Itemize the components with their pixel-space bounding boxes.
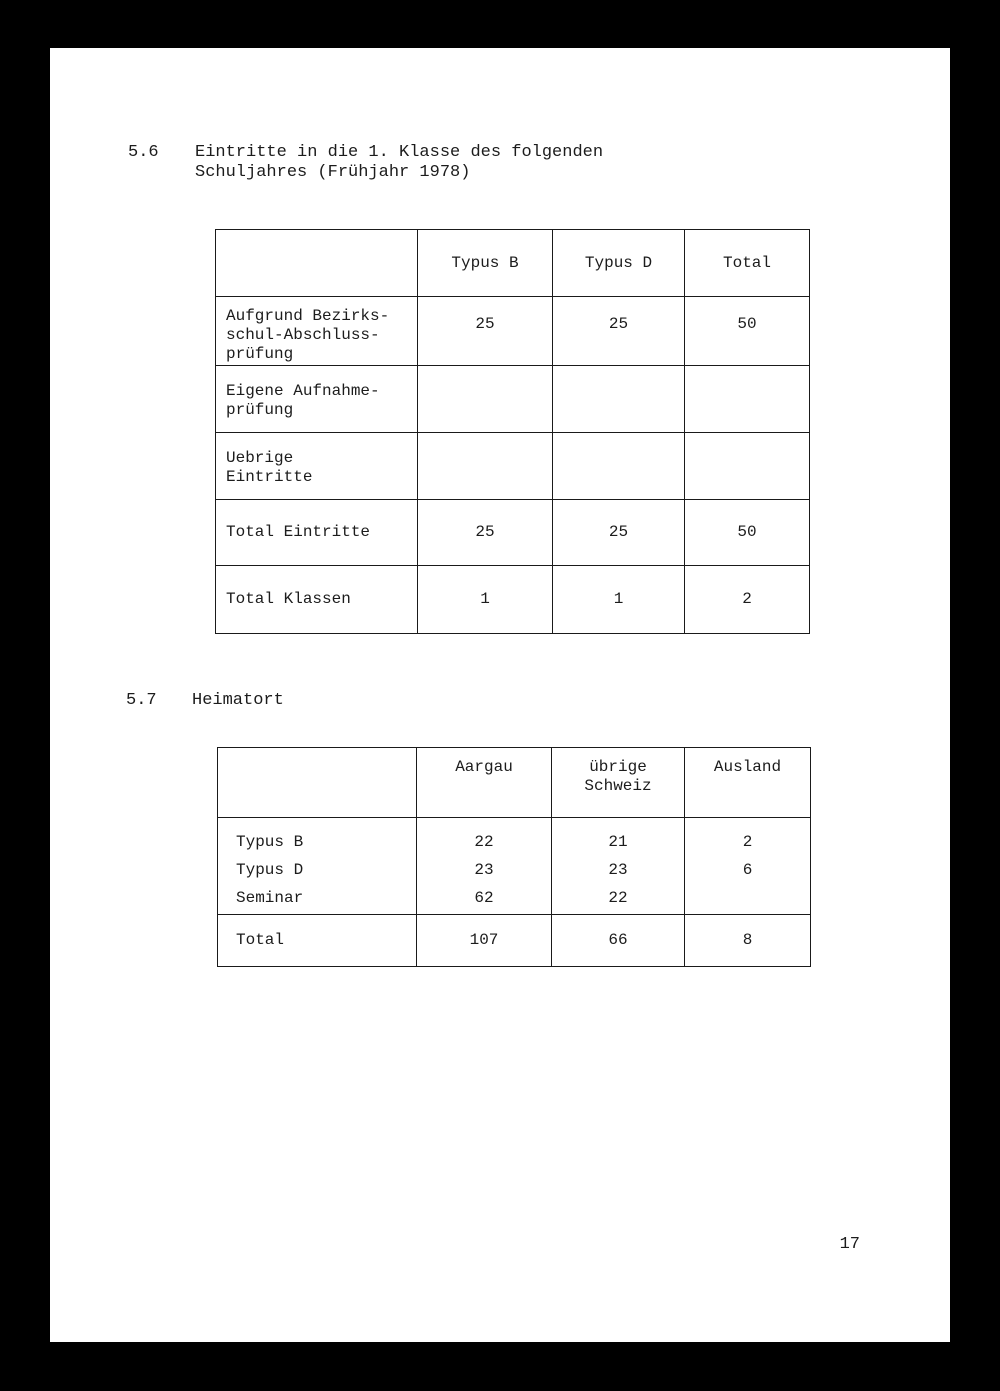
header-cell-aargau: Aargau — [417, 748, 552, 818]
table-header-row — [216, 230, 810, 297]
list-item: 23 — [474, 861, 494, 879]
header-cell-typus-b: Typus B — [418, 230, 553, 297]
header-cell-empty — [216, 230, 418, 297]
row-value — [418, 366, 553, 433]
row-value — [553, 433, 685, 500]
header-cell-total: Total — [685, 230, 810, 297]
row-label: Total Klassen — [216, 566, 418, 634]
list-item: 2 — [742, 833, 753, 851]
row-label: Total Eintritte — [216, 500, 418, 566]
table-row-total-klassen — [216, 566, 810, 634]
group-labels — [218, 818, 417, 915]
row-value: 66 — [552, 915, 685, 967]
document-page — [50, 48, 950, 1342]
row-value: 25 — [553, 297, 685, 366]
table-row-total-eintritte — [216, 500, 810, 566]
row-value: 50 — [685, 297, 810, 366]
list-item: Typus D — [236, 861, 304, 879]
section-title-5-7: Heimatort — [192, 691, 284, 710]
list-item: Typus B — [236, 833, 304, 851]
header-cell-ausland: Ausland — [685, 748, 811, 818]
section-number-5-7: 5.7 — [126, 691, 157, 710]
table-header-row — [218, 748, 811, 818]
list-item — [685, 884, 810, 912]
row-value — [685, 366, 810, 433]
list-item: 62 — [474, 889, 494, 907]
row-value: 1 — [553, 566, 685, 634]
section-title-line-2: Schuljahres (Frühjahr 1978) — [195, 163, 471, 182]
header-cell-uebrige-schweiz: übrige Schweiz — [552, 748, 685, 818]
header-cell-empty — [218, 748, 417, 818]
aargau-values — [417, 818, 552, 915]
row-value — [685, 433, 810, 500]
section-title-line-1: Eintritte in die 1. Klasse des folgenden — [195, 143, 604, 162]
row-value: 107 — [417, 915, 552, 967]
row-value — [418, 433, 553, 500]
row-value: 25 — [418, 297, 553, 366]
list-item: 6 — [742, 861, 753, 879]
table-row-total — [218, 915, 811, 967]
page-number: 17 — [839, 1235, 860, 1254]
heimatort-table — [217, 747, 811, 967]
admissions-table — [215, 229, 810, 634]
table-group-rows — [218, 818, 811, 915]
table-row — [216, 297, 810, 366]
ausland-values — [685, 818, 811, 915]
row-value: 1 — [418, 566, 553, 634]
row-label: Eigene Aufnahme- prüfung — [216, 366, 418, 433]
row-value — [553, 366, 685, 433]
table-row — [216, 366, 810, 433]
list-item: 21 — [608, 833, 628, 851]
list-item: Seminar — [236, 889, 304, 907]
section-title-5-6 — [195, 143, 603, 183]
row-value: 8 — [685, 915, 811, 967]
row-value: 25 — [553, 500, 685, 566]
schweiz-values — [552, 818, 685, 915]
row-value: 50 — [685, 500, 810, 566]
row-label: Uebrige Eintritte — [216, 433, 418, 500]
row-value: 25 — [418, 500, 553, 566]
list-item: 22 — [608, 889, 628, 907]
header-cell-typus-d: Typus D — [553, 230, 685, 297]
table-row — [216, 433, 810, 500]
row-value: 2 — [685, 566, 810, 634]
list-item: 23 — [608, 861, 628, 879]
row-label: Aufgrund Bezirks- schul-Abschluss- prüfung — [216, 297, 418, 366]
list-item: 22 — [474, 833, 494, 851]
row-label: Total — [218, 915, 417, 967]
section-number-5-6: 5.6 — [128, 143, 159, 162]
